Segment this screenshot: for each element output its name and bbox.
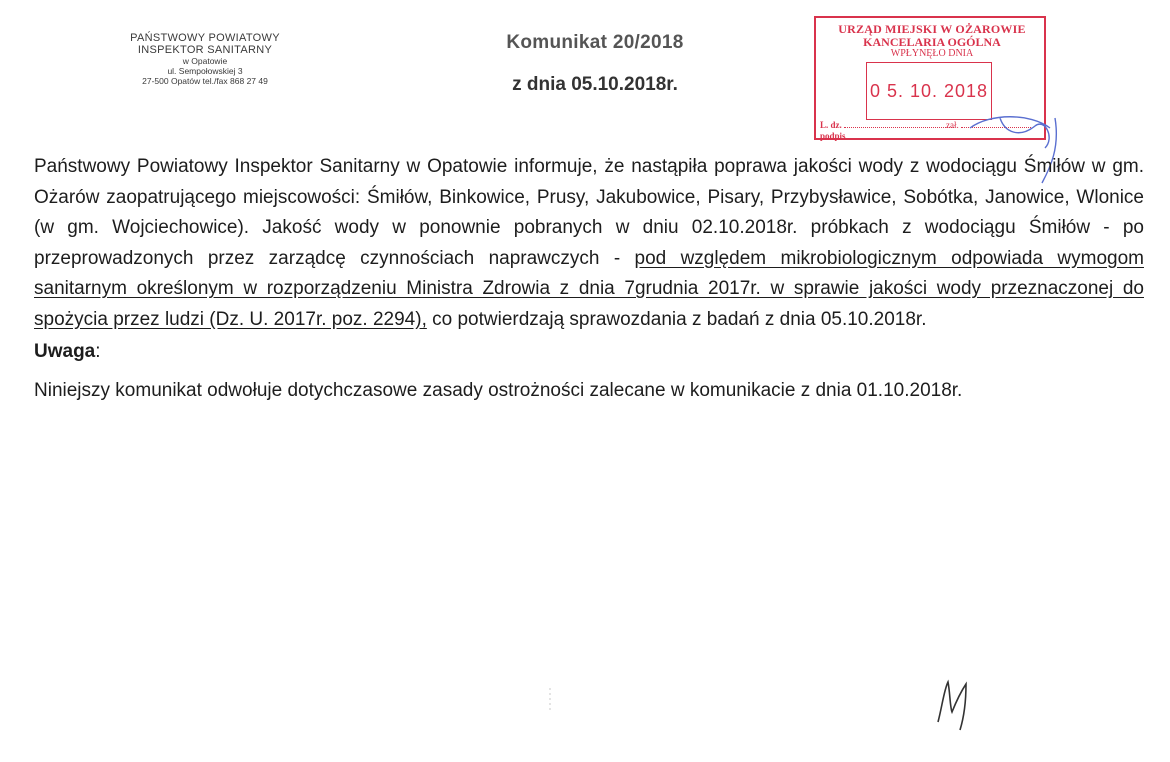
issuer-contact: 27-500 Opatów tel./fax 868 27 49 — [142, 76, 268, 86]
issuer-address: ul. Sempołowskiej 3 — [167, 66, 243, 76]
note-heading-colon: : — [95, 341, 101, 362]
issuer-header — [70, 32, 340, 86]
signature-mark — [920, 672, 980, 732]
main-paragraph-text: Państwowy Powiatowy Inspektor Sanitarny w Opatowie informuje, że nastąpiła poprawa jakości wody z wodociągu Śmiłów w gm. Ożarów zaopatrującego miejscowości: Śmiłów, Binkowice, Prusy, Jakubowice, Pisary, Przybysławice, Sobótka, Janowice, Wlonice (w gm. Wojciechowice). Jakość wody w ponownie pobranych w dniu 02.10.2018r. próbkach z wodociągu Śmiłów - po przeprowadzonych przez zarządcę czynnościach naprawczych - — [34, 156, 1144, 269]
issuer-line-1: PAŃSTWOWY POWIATOWY — [130, 32, 280, 44]
stamp-zal-label: zał. — [946, 120, 959, 130]
stamp-received-label: WPŁYNĘŁO DNIA — [890, 48, 974, 59]
issuer-line-2: INSPEKTOR SANITARNY — [137, 44, 273, 56]
announcement-date: z dnia 05.10.2018r. — [512, 74, 678, 95]
stamp-ldz-line — [844, 127, 954, 128]
issuer-line-3: w Opatowie — [182, 56, 228, 66]
stamp-ldz — [820, 120, 954, 130]
announcement-title — [470, 32, 720, 96]
stamp-office: URZĄD MIEJSKI W OŻAROWIE — [838, 22, 1026, 36]
legal-requirement-text: pod względem mikrobiologicznym odpowiada wymogom sanitarnym określonym w rozporządzeniu Ministra Zdrowia z dnia 7grudnia 2017r. w sprawie jakości wody przeznaczonej do spożycia przez ludzi (Dz. U. 2017r. poz. 2294), — [34, 247, 1144, 330]
scan-smudge — [548, 688, 552, 712]
stamp-department: KANCELARIA OGÓLNA — [863, 35, 1001, 49]
announcement-body — [34, 152, 1144, 406]
stamp-podpis-label: podpis — [820, 131, 846, 141]
note-heading — [34, 337, 1144, 368]
stamp-ldz-label: L. dz. — [820, 120, 842, 130]
main-paragraph — [34, 152, 1144, 335]
stamp-date: 0 5. 10. 2018 — [866, 62, 992, 120]
announcement-number: Komunikat 20/2018 — [506, 32, 684, 53]
note-heading-label: Uwaga — [34, 341, 96, 362]
note-paragraph: Niniejszy komunikat odwołuje dotychczasowe zasady ostrożności zalecane w komunikacie z dnia 01.10.2018r. — [34, 379, 963, 401]
main-paragraph-tail: co potwierdzają sprawozdania z badań z dnia 05.10.2018r. — [426, 308, 927, 330]
